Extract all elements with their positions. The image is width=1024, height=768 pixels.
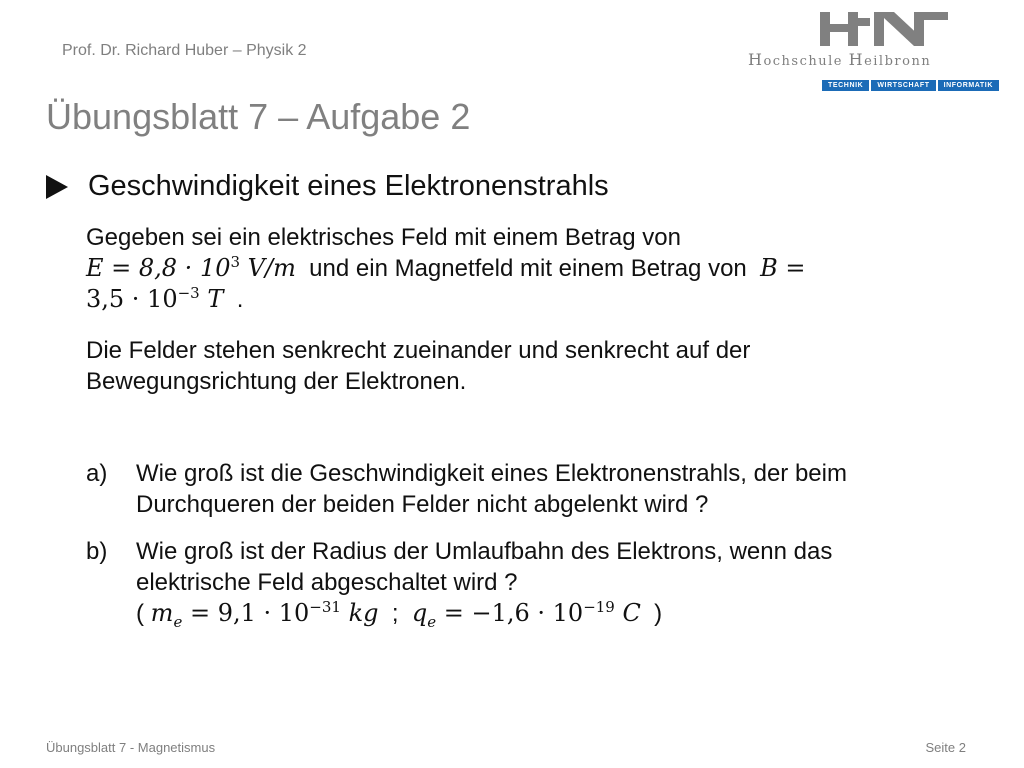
logo-tag-wirtschaft: WIRTSCHAFT (871, 80, 935, 91)
question-a-letter: a) (86, 460, 108, 487)
logo-tag-informatik: INFORMATIK (938, 80, 999, 91)
author-header: Prof. Dr. Richard Huber – Physik 2 (62, 42, 307, 59)
given-fields-paragraph: Gegeben sei ein elektrisches Feld mit einem Betrag von $E = 8,8 \cdot 10^3$ V/m und ein Magnetfeld mit einem Betrag von B = $3,5 \cdot 10^{-3}$ T . (86, 224, 806, 313)
bullet-triangle-icon (46, 175, 68, 199)
hhn-logo (748, 10, 994, 92)
question-b-letter: b) (86, 538, 108, 565)
hhn-logo-mark (748, 10, 958, 50)
logo-tag-technik: TECHNIK (822, 80, 869, 91)
slide-title: Übungsblatt 7 – Aufgabe 2 (46, 96, 471, 137)
question-a (86, 458, 926, 520)
bullet-row (46, 170, 609, 203)
logo-tags (820, 80, 999, 91)
question-a-text: Wie groß ist die Geschwindigkeit eines Elektronenstrahls, der beim Durchqueren der beiden Felder nicht abgelenkt wird ? (136, 460, 847, 518)
question-b-text: Wie groß ist der Radius der Umlaufbahn des Elektrons, wenn das elektrische Feld abgeschaltet wird ? ( $m_e = 9,1 \cdot 10^{-31}$ kg ; $q_e = -1,6 \cdot 10^{-19}$ C ) (136, 538, 833, 631)
page-number: Seite 2 (925, 740, 966, 755)
logo-name: Hochschule Heilbronn (748, 50, 932, 69)
constants-line: ( $m_e = 9,1 \cdot 10^{-31}$ kg ; $q_e = -1,6 \cdot 10^{-19}$ C ) (136, 598, 663, 631)
footer-left: Übungsblatt 7 - Magnetismus (46, 740, 216, 755)
bullet-heading: Geschwindigkeit eines Elektronenstrahls (88, 170, 609, 202)
question-b (86, 536, 926, 629)
field-orientation-paragraph: Die Felder stehen senkrecht zueinander und senkrecht auf der Bewegungsrichtung der Elektronen. (86, 337, 751, 395)
